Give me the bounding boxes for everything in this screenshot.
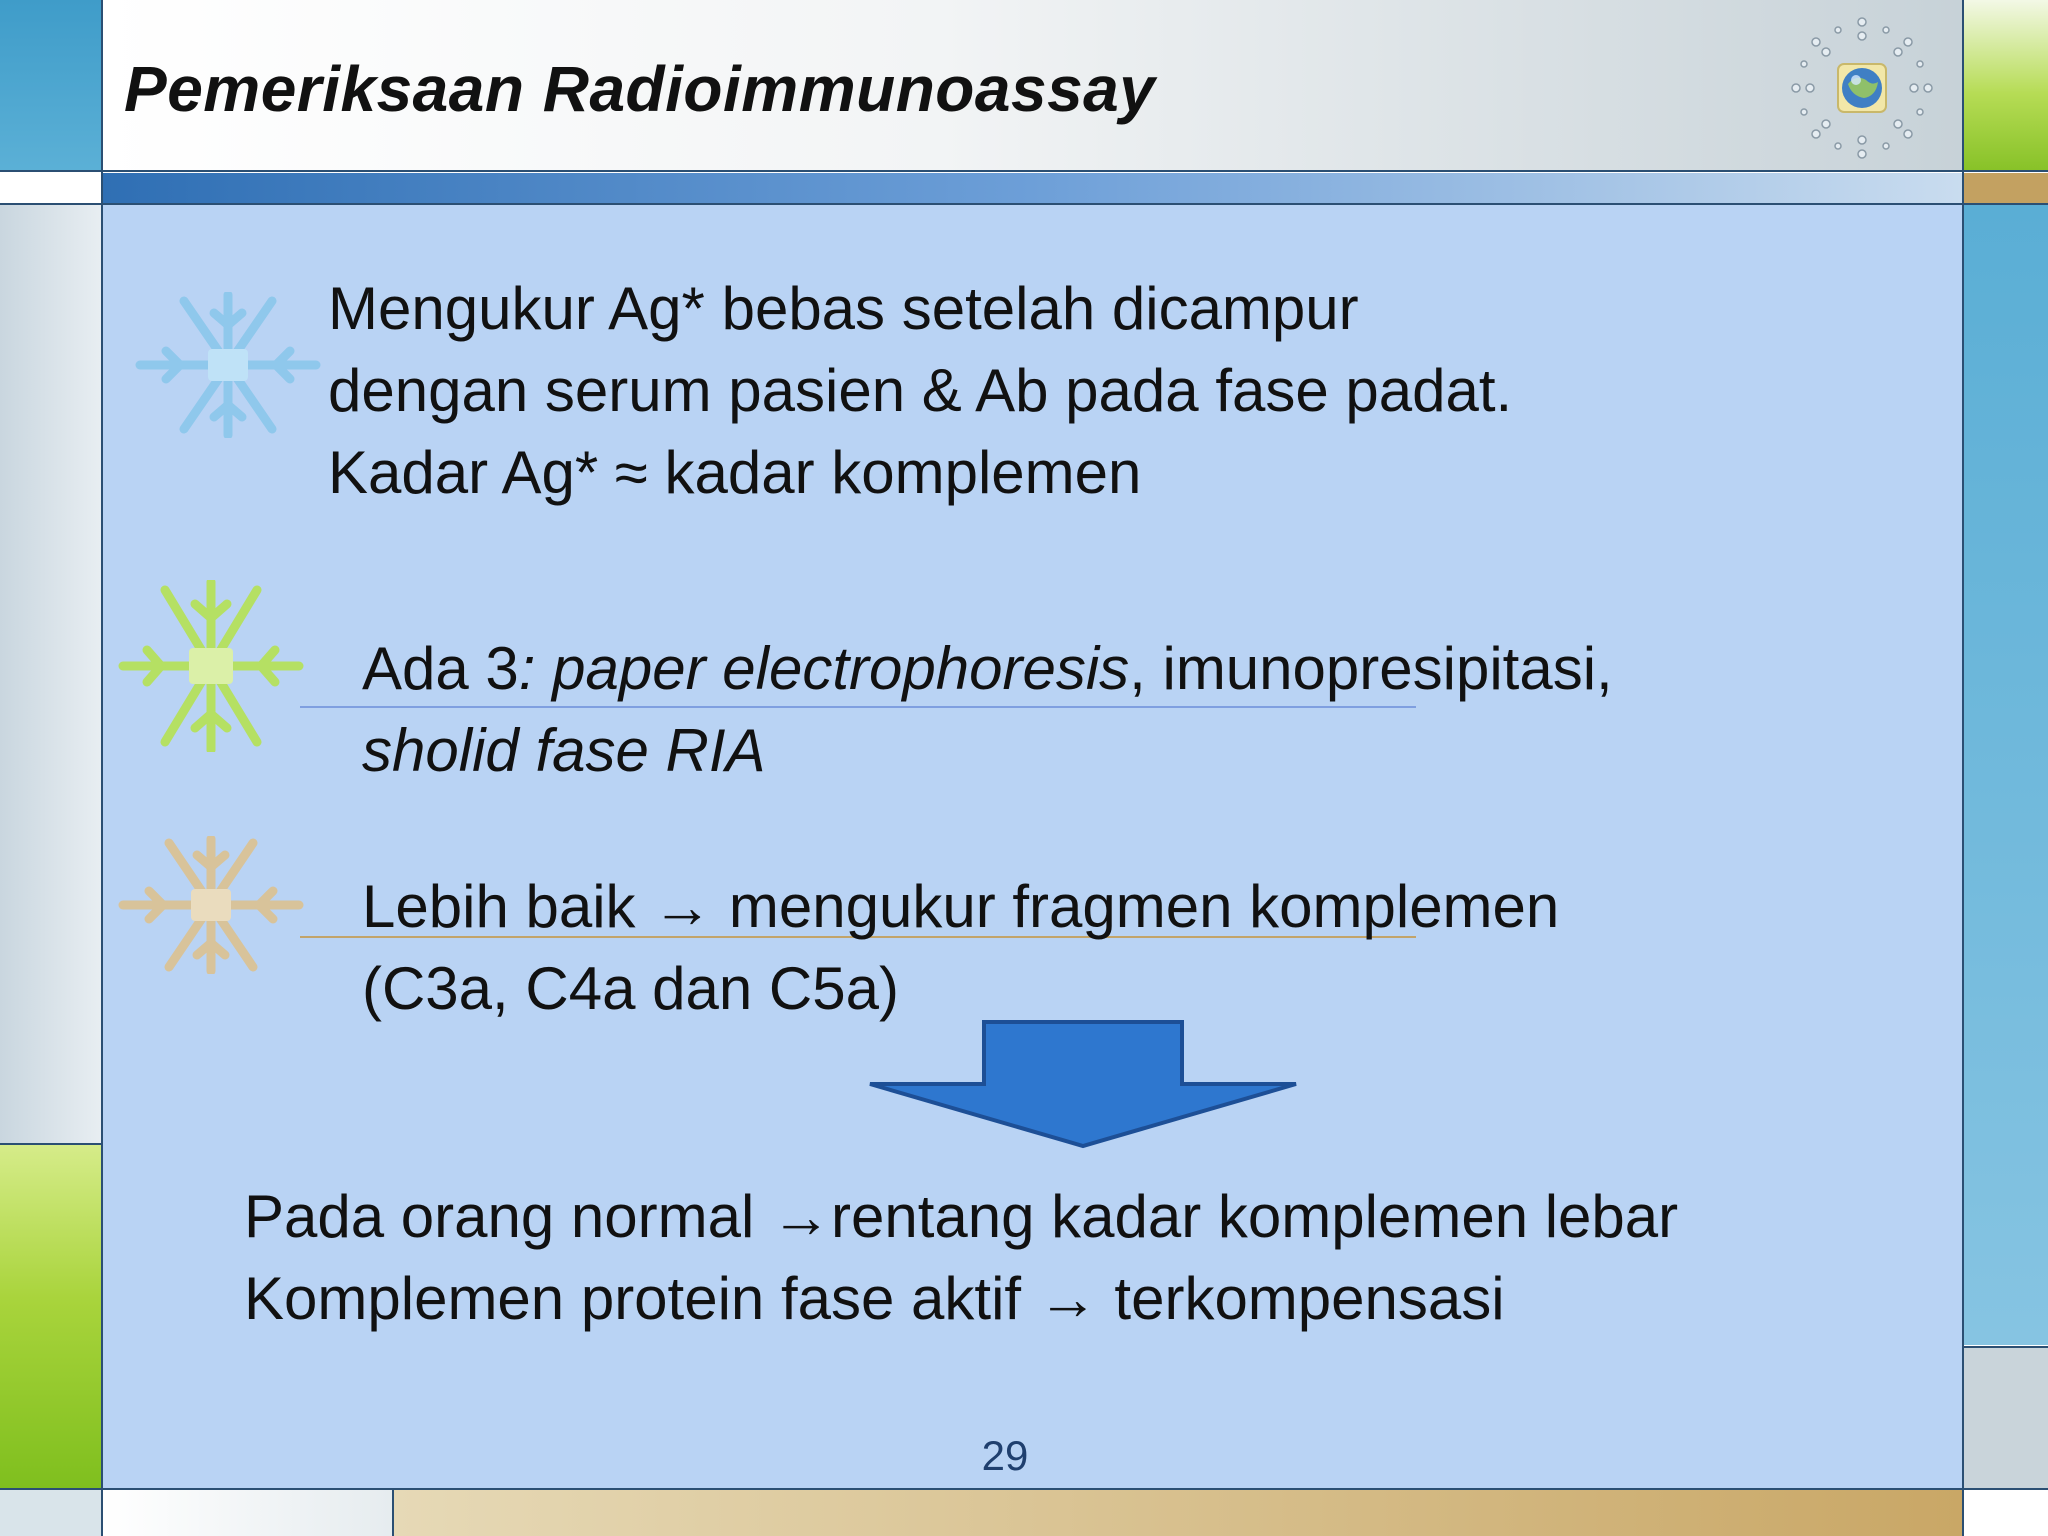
conclusion-text — [244, 1176, 1678, 1340]
frame-left-green-block — [0, 1143, 102, 1488]
conclusion-line-2-a: Komplemen protein fase aktif — [244, 1265, 1038, 1332]
frame-left-middle-block — [0, 205, 102, 1143]
bullet-3-text — [362, 866, 1559, 1030]
arrow-right-icon: → — [1037, 1265, 1098, 1332]
bullet-1-line-1: Mengukur Ag* bebas setelah dicampur — [328, 275, 1359, 342]
sun-globe-icon — [1782, 8, 1942, 168]
bullet-1-line-3: Kadar Ag* ≈ kadar komplemen — [328, 439, 1142, 506]
accent-bar — [102, 173, 1962, 203]
conclusion-line-1-b: rentang kadar komplemen lebar — [831, 1183, 1679, 1250]
bullet-3-line-2: (C3a, C4a dan C5a) — [362, 955, 899, 1022]
frame-left-top-block — [0, 0, 102, 170]
frame-line — [101, 0, 103, 1536]
frame-left-bottom-block — [0, 1488, 102, 1536]
bullet-2-text — [362, 628, 1613, 792]
frame-line — [0, 203, 2048, 205]
frame-line — [0, 170, 2048, 172]
bullet-3-part-a: Lebih baik — [362, 873, 653, 940]
frame-right-bottom-block — [1964, 1490, 2048, 1536]
bullet-2-prefix: Ada 3 — [362, 635, 519, 702]
frame-line — [1962, 1346, 2048, 1348]
frame-line — [1962, 0, 1964, 1536]
bullet-3-line-1 — [362, 866, 1559, 948]
conclusion-line-2-b: terkompensasi — [1097, 1265, 1505, 1332]
snowflake-tan-icon — [118, 836, 304, 974]
frame-line — [392, 1488, 394, 1536]
arrow-right-icon: → — [771, 1183, 831, 1250]
bullet-2-colon: : — [518, 635, 553, 702]
down-arrow-icon — [866, 1020, 1300, 1150]
page-number: 29 — [981, 1432, 1029, 1479]
frame-line — [0, 1488, 2048, 1490]
arrow-right-icon: → — [652, 873, 713, 940]
bullet-2-rest: , imunopresipitasi, — [1129, 635, 1613, 702]
frame-bottom-left-block — [102, 1490, 392, 1536]
frame-right-green-block — [1964, 0, 2048, 170]
frame-right-blue-block — [1964, 205, 2048, 1345]
conclusion-line-1-a: Pada orang normal — [244, 1183, 771, 1250]
conclusion-line-1 — [244, 1176, 1678, 1258]
bullet-2-line-1 — [362, 628, 1613, 710]
bullet-2-line-2: sholid fase RIA — [362, 717, 766, 784]
bullet-3-part-b: mengukur fragmen komplemen — [712, 873, 1560, 940]
bullet-1-text — [328, 268, 1512, 514]
conclusion-line-2 — [244, 1258, 1678, 1340]
snowflake-green-icon — [118, 580, 304, 752]
snowflake-blue-icon — [135, 292, 321, 438]
bullet-1-line-2: dengan serum pasien & Ab pada fase padat. — [328, 357, 1513, 424]
bullet-2-italic-term: paper electrophoresis — [552, 635, 1130, 702]
slide-title: Pemeriksaan Radioimmunoassay — [124, 53, 1156, 125]
frame-line — [0, 1143, 102, 1145]
frame-right-tan-block — [1964, 173, 2048, 203]
frame-right-grey-block — [1964, 1348, 2048, 1488]
frame-bottom-tan-block — [394, 1490, 1962, 1536]
